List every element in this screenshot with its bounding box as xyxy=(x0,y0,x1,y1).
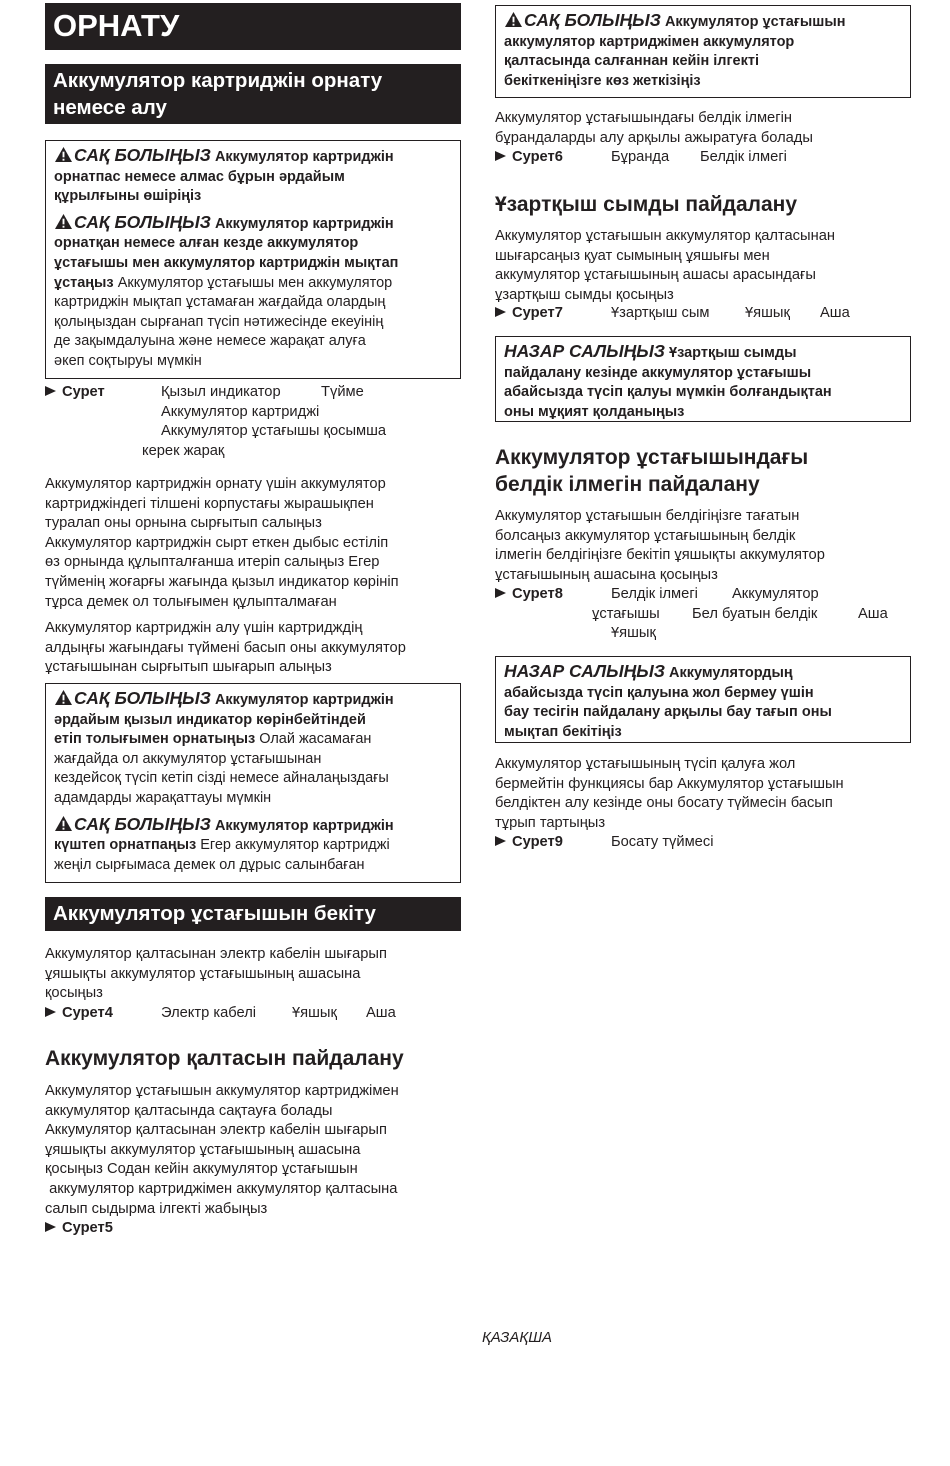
arrow-right-icon xyxy=(45,1007,56,1017)
warning-triangle-icon xyxy=(504,11,523,28)
notice-signal: НАЗАР САЛЫҢЫЗ xyxy=(504,341,665,361)
paragraph-install: Аккумулятор картриджін орнату үшін аккумулятор картриджіндегі тілшені корпустағы жырашықпен туралап оны орнына сырғытып салыңыз Аккумулятор картриджін сырт еткен дыбыс естіліп өз орнында құлыпталғанша итеріп салыңыз Егер түйменің жоғарғы жағында қызыл индикатор көрініп тұрса демек ол толығымен құлыпталмаған xyxy=(45,476,399,610)
paragraph-belt-hook: Аккумулятор ұстағышын белдігіңізге тағатын болсаңыз аккумулятор ұстағышының белдік ілмегін белдігіңізге бекітіп ұяшықты аккумулятор ұстағышының ашасына қосыңыз xyxy=(495,508,825,583)
figure-reference-9: Сурет9 Босату түймесі xyxy=(495,833,911,853)
paragraph-belt-hook-remove: Аккумулятор ұстағышындағы белдік ілмегін бұрандаларды алу арқылы ажыратуға болады xyxy=(495,110,813,146)
paragraph-holder-attach: Аккумулятор қалтасынан электр кабелін шығарып ұяшықты аккумулятор ұстағышының ашасына қосыңыз xyxy=(45,946,387,1002)
caution-signal: САҚ БОЛЫҢЫЗ xyxy=(74,813,211,834)
page-footer-language: ҚАЗАҚША xyxy=(481,1329,553,1346)
figure-label: Сурет xyxy=(62,384,105,400)
paragraph-remove: Аккумулятор картриджін алу үшін картридждің алдыңғы жағындағы түймені басып оны аккумулятор ұстағышынан сырғытып шығарып алыңыз xyxy=(45,620,406,676)
caution-signal: САҚ БОЛЫҢЫЗ xyxy=(74,211,211,232)
warning-triangle-icon xyxy=(54,146,73,163)
arrow-right-icon xyxy=(495,307,506,317)
arrow-right-icon xyxy=(495,588,506,598)
arrow-right-icon xyxy=(45,1222,56,1232)
notice-signal: НАЗАР САЛЫҢЫЗ xyxy=(504,661,665,681)
figure-reference-6: Сурет6 Бұранда Белдік ілмегі xyxy=(495,148,911,168)
arrow-right-icon xyxy=(495,151,506,161)
arrow-right-icon xyxy=(495,836,506,846)
figure-label: Сурет9 xyxy=(512,834,563,850)
warning-triangle-icon xyxy=(54,213,73,230)
caution-signal: САҚ БОЛЫҢЫЗ xyxy=(74,145,211,165)
section-heading-extension-cord: Ұзартқыш сымды пайдалану xyxy=(495,193,798,216)
paragraph-battery-case: Аккумулятор ұстағышын аккумулятор картриджімен аккумулятор қалтасында сақтауға болады Аккумулятор қалтасынан электр кабелін шығарып ұяшықты аккумулятор ұстағышының ашасына қосыңыз Содан кейін аккумулятор ұстағышын аккумулятор картриджімен аккумулятор қалтасына салып сыдырма ілгекті жабыңыз xyxy=(45,1083,399,1217)
section-heading-holder-attach: Аккумулятор ұстағышын бекіту xyxy=(45,897,461,931)
figure-reference-7: Сурет7 Ұзартқыш сым Ұяшық Аша xyxy=(495,304,911,324)
paragraph-extension-cord: Аккумулятор ұстағышын аккумулятор қалтасынан шығарсаңыз қуат сымының ұяшығы мен аккумулятор ұстағышының ашасы арасындағы ұзартқыш сымды қосыңыз xyxy=(495,228,835,303)
caution-signal: САҚ БОЛЫҢЫЗ xyxy=(524,10,661,30)
section-heading-belt-hook: Аккумулятор ұстағышындағы белдік ілмегін пайдалану xyxy=(495,446,809,496)
notice-box-2: НАЗАР САЛЫҢЫЗ Аккумулятордың абайсызда түсіп қалуына жол бермеу үшін бау тесігін пайдалану арқылы бау тағып оны мықтап бекітіңіз xyxy=(495,656,911,743)
caution-box-3: САҚ БОЛЫҢЫЗ Аккумулятор ұстағышын аккумулятор картриджімен аккумулятор қалтасында салғаннан кейін ілгекті бекіткеніңізге көз жеткізіңіз xyxy=(495,5,911,98)
figure-reference-1: Сурет Қызыл индикатор Түйме Аккумулятор картриджі Аккумулятор ұстағышы қосымша керек жарақ xyxy=(45,383,461,461)
figure-label: Сурет5 xyxy=(62,1220,113,1236)
warning-triangle-icon xyxy=(54,689,73,706)
paragraph-drop-prevention: Аккумулятор ұстағышының түсіп қалуға жол бермейтін функциясы бар Аккумулятор ұстағышын белдіктен алу кезінде оны босату түймесін басып тұрып тартыңыз xyxy=(495,756,844,831)
arrow-right-icon xyxy=(45,386,56,396)
caution-box-2: САҚ БОЛЫҢЫЗ Аккумулятор картриджін әрдайым қызыл индикатор көрінбейтіндей етіп толығымен орнатыңыз Олай жасамаған жағдайда ол аккумулятор ұстағышынан кездейсоқ түсіп кетіп сізді немесе айналаңыздағы адамдарды жарақаттауы мүмкін САҚ БОЛЫҢЫЗ Аккумулятор картриджін күштеп орнатпаңыз Егер аккумулятор картриджі жеңіл сырғымаса демек ол дұрыс салынбаған xyxy=(45,683,461,883)
notice-box-1: НАЗАР САЛЫҢЫЗ Ұзартқыш сымды пайдалану кезінде аккумулятор ұстағышы абайсызда түсіп қалуы мүмкін болғандықтан оны мұқият қолданыңыз xyxy=(495,336,911,422)
figure-label: Сурет6 xyxy=(512,149,563,165)
caution-box-1: САҚ БОЛЫҢЫЗ Аккумулятор картриджін орнатпас немесе алмас бұрын әрдайым құрылғыны өшіріңіз САҚ БОЛЫҢЫЗ Аккумулятор картриджін орнатқан немесе алған кезде аккумулятор ұстағышы мен аккумулятор картриджін мықтап ұстаңыз Аккумулятор ұстағышы мен аккумулятор картриджін мықтап ұстамаған жағдайда олардың қолыңыздан сырғанап түсіп нәтижесінде екеуінің де зақымдалуына және немесе жарақат алуға әкеп соқтыруы мүмкін xyxy=(45,140,461,379)
figure-label: Сурет7 xyxy=(512,305,563,321)
figure-label: Сурет8 xyxy=(512,586,563,602)
caution-signal: САҚ БОЛЫҢЫЗ xyxy=(74,688,211,708)
page-title: ОРНАТУ xyxy=(45,3,461,50)
section-heading-battery-install: Аккумулятор картриджін орнату немесе алу xyxy=(45,64,461,124)
figure-reference-5 xyxy=(45,1219,461,1239)
figure-label: Сурет4 xyxy=(62,1005,113,1021)
warning-triangle-icon xyxy=(54,815,73,832)
figure-reference-8: Сурет8 Белдік ілмегі Аккумулятор ұстағышы Бел буатын белдік Аша Ұяшық xyxy=(495,585,911,644)
figure-reference-4: Сурет4 Электр кабелі Ұяшық Аша xyxy=(45,1004,461,1024)
section-heading-battery-case: Аккумулятор қалтасын пайдалану xyxy=(45,1047,404,1070)
